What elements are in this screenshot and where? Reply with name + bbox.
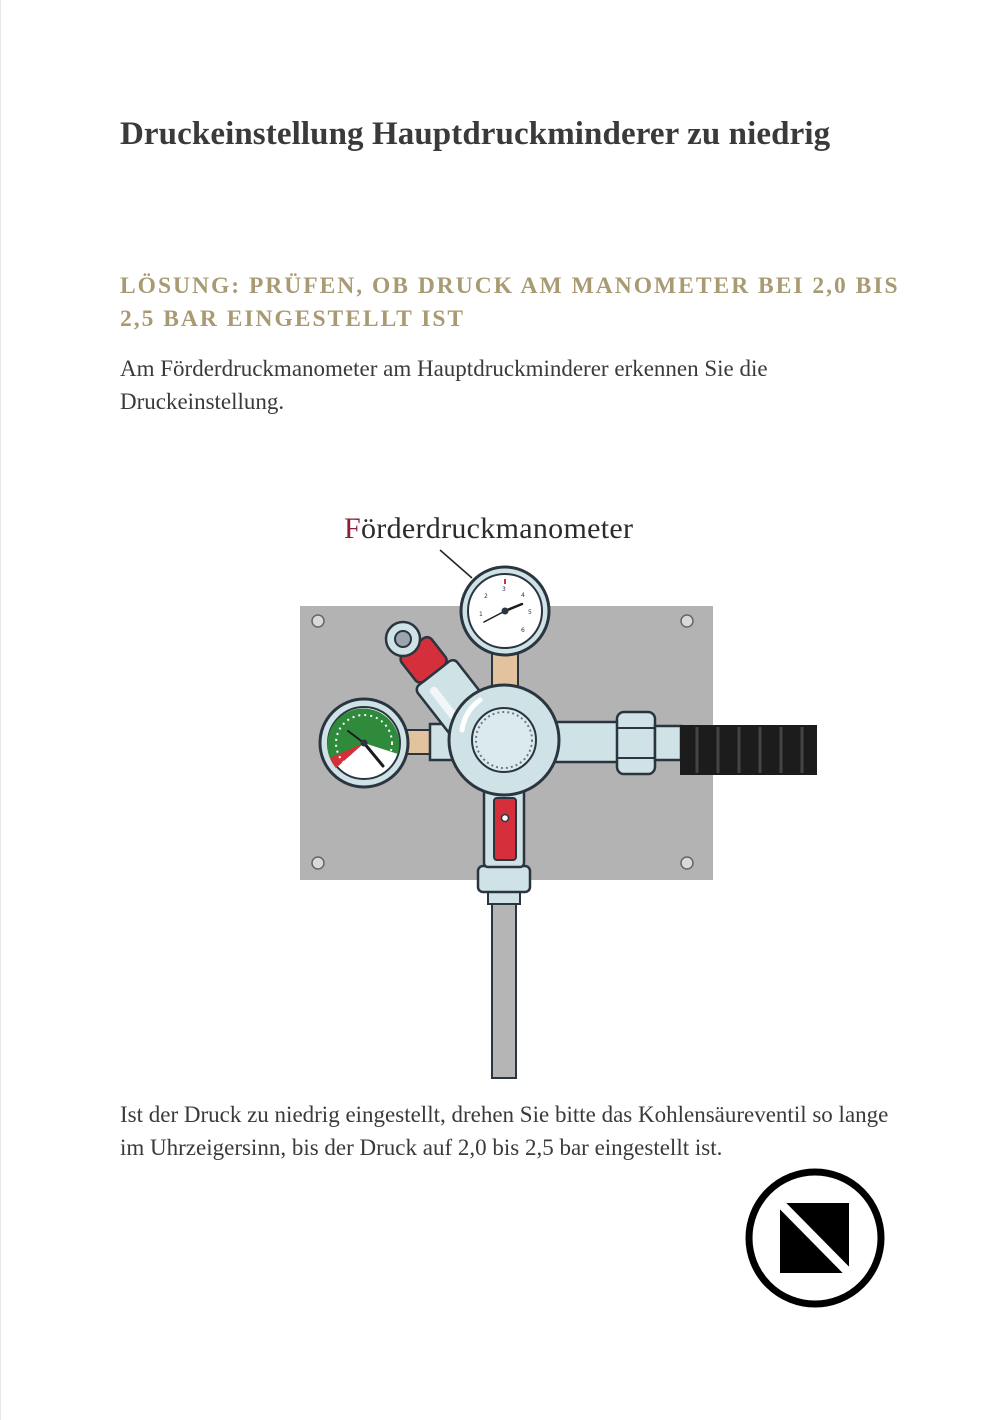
- intro-paragraph: Am Förderdruckmanometer am Hauptdruckminderer erkennen Sie die Druckeinstellung.: [120, 356, 768, 414]
- diagram-label-rest: örderdruckmanometer: [361, 512, 634, 545]
- hose-connector: [655, 726, 681, 760]
- gauge-tick-2: 2: [484, 593, 488, 600]
- pressure-gauge-icon: [461, 567, 549, 655]
- instruction-paragraph: Ist der Druck zu niedrig eingestellt, drehen Sie bitte das Kohlensäureventil so lange im Uhrzeigersinn, bis der Druck auf 2,0 bis 2,5 bar eingestellt ist.: [120, 1102, 889, 1160]
- hose-icon: [680, 725, 817, 775]
- page-edge: [0, 0, 1, 1420]
- gauge-tick-3: 3: [502, 586, 506, 593]
- gauge-tick-1: 1: [479, 611, 483, 618]
- label-leader-line: [440, 550, 472, 578]
- bottom-nut: [478, 866, 530, 892]
- page-title: Druckeinstellung Hauptdruckminderer zu niedrig: [120, 116, 831, 152]
- diagram-label-initial: F: [344, 512, 361, 545]
- gauge-tick-5: 5: [528, 609, 532, 616]
- content-gauge-icon: [320, 699, 408, 787]
- gauge-tick-6: 6: [521, 627, 525, 634]
- pressure-regulator-diagram: [280, 510, 840, 1085]
- solution-heading: LÖSUNG: PRÜFEN, OB DRUCK AM MANOMETER BEI 2,0 BIS 2,5 BAR EINGESTELLT IST: [120, 273, 900, 332]
- right-nut: [617, 712, 655, 774]
- brand-logo-icon: [744, 1167, 886, 1309]
- pressure-regulator-icon: [449, 685, 559, 795]
- down-pipe: [492, 880, 516, 1078]
- safety-valve-red: [494, 798, 516, 860]
- gauge-tick-4: 4: [521, 592, 525, 599]
